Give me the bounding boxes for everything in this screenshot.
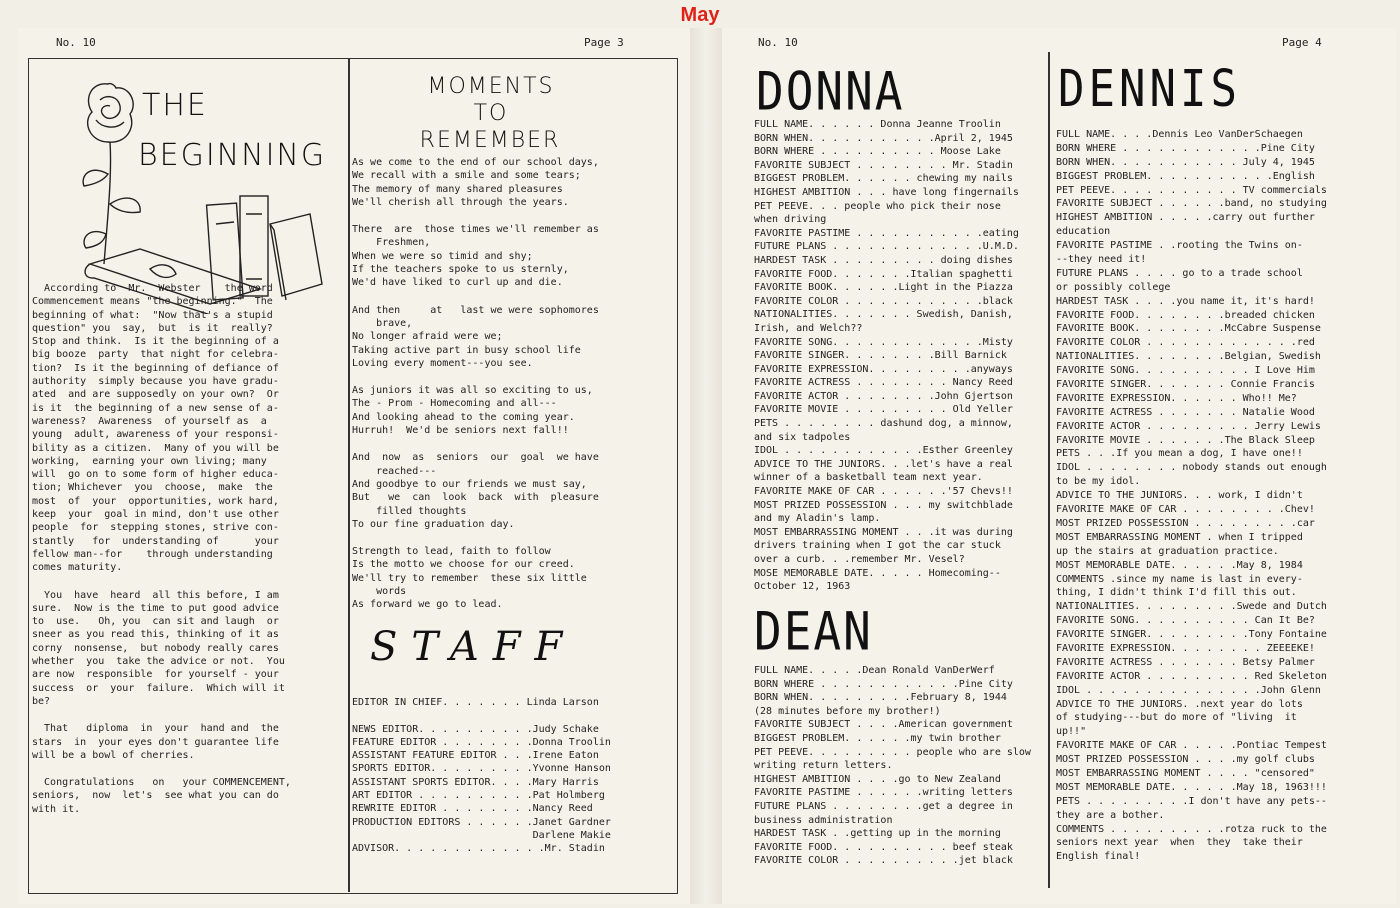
profile-line: MOST EMBARRASSING MOMENT . . .it was during: [754, 526, 1013, 538]
poem-line: The memory of many shared pleasures: [352, 183, 563, 195]
issue-number-left: No. 10: [56, 36, 96, 49]
article-line: corny nonsense, but nobody really cares: [32, 642, 279, 654]
profile-line: MOST PRIZED POSSESSION . . . .my golf clubs: [1056, 754, 1315, 766]
profile-line: FAVORITE EXPRESSION. . . . . . Who!! Me?: [1056, 392, 1297, 404]
profile-line: FAVORITE SUBJECT . . . . . . . . Mr. Stadin: [754, 159, 1013, 171]
profile-line: BORN WHERE . . . . . . . . . . Moose Lake: [754, 146, 1001, 158]
article-line: question" you say, but is it really?: [32, 322, 273, 334]
profile-line: FAVORITE PASTIME . . . . . . . . . . .eating: [754, 227, 1019, 239]
profile-line: MOST EMBARRASSING MOMENT . when I tripped: [1056, 531, 1303, 543]
profile-line: --they need it!: [1056, 254, 1147, 266]
profile-line: BIGGEST PROBLEM. . . . . . chewing my nails: [754, 173, 1013, 185]
moments-title-2: TO: [473, 101, 509, 126]
article-line: with it.: [32, 803, 81, 815]
article-line: to use. Oh, you can sit and laugh or: [32, 616, 279, 628]
moments-title-3: REMEMBER: [419, 128, 561, 153]
profile-line: FAVORITE MAKE OF CAR . . . . . . . . .Chev!: [1056, 504, 1315, 516]
profile-line: FUTURE PLANS . . . . . . . .get a degree in: [754, 800, 1013, 812]
article-line: Stop and think. Is it the beginning of a: [32, 336, 279, 348]
article-line: sure. Now is the time to put good advice: [32, 602, 279, 614]
beginning-title: BEGINNING: [138, 138, 327, 173]
dennis-profile: [1056, 128, 1368, 864]
moments-poem: [352, 156, 672, 626]
article-line: stantly for understanding of your: [32, 535, 279, 547]
profile-line: MOST MEMORABLE DATE. . . . . .May 8, 1984: [1056, 559, 1303, 571]
profile-line: BORN WHERE . . . . . . . . . . . .Pine City: [1056, 142, 1315, 154]
article-line: whether you take the advice or not. You: [32, 656, 285, 668]
profile-line: MOST PRIZED POSSESSION . . . my switchblade: [754, 499, 1013, 511]
article-line: sneer as you read this, thinking of it as: [32, 629, 279, 641]
article-line: fellow man--for through understanding: [32, 548, 273, 560]
profile-line: FAVORITE SONG. . . . . . . . . . . . .Misty: [754, 336, 1013, 348]
profile-line: ADVICE TO THE JUNIORS. . .let's have a real: [754, 458, 1013, 470]
profile-line: FAVORITE FOOD. . . . . . . . . . beef steak: [754, 841, 1013, 853]
profile-line: MOSE MEMORABLE DATE. . . . . Homecoming--: [754, 567, 1001, 579]
article-line: is it the beginning of a new sense of a-: [32, 402, 279, 414]
staff-list: [352, 696, 672, 856]
article-line: people for stepping stones, strive con-: [32, 522, 279, 534]
poem-line: We recall with a smile and some tears;: [352, 170, 581, 182]
page-number-right: Page 4: [1282, 36, 1322, 49]
profile-line: when driving: [754, 214, 827, 226]
profile-line: MOST MEMORABLE DATE. . . . . .May 18, 1963!!!: [1056, 781, 1327, 793]
poem-line: As juniors it was all so exciting to us,: [352, 385, 593, 397]
article-line: bility as a citizen. Many of you will be: [32, 442, 279, 454]
profile-line: FAVORITE MOVIE . . . . . . . . . Old Yeller: [754, 404, 1013, 416]
poem-line: Loving every moment---you see.: [352, 357, 533, 369]
right-page: [722, 28, 1396, 904]
profile-line: Irish, and Welch??: [754, 322, 863, 334]
poem-line: And now as seniors our goal we have: [352, 452, 599, 464]
poem-line: To our fine graduation day.: [352, 518, 515, 530]
poem-line: We'll cherish all through the years.: [352, 196, 569, 208]
staff-line: [352, 709, 672, 722]
profile-line: FAVORITE ACTOR . . . . . . . .John Gjertson: [754, 390, 1013, 402]
poem-line: And looking ahead to the coming year.: [352, 411, 575, 423]
staff-line: ASSISTANT SPORTS EDITOR. . . .Mary Harris: [352, 776, 599, 788]
profile-line: MOST PRIZED POSSESSION . . . . . . . . .car: [1056, 517, 1315, 529]
profile-line: FULL NAME. . . .Dennis Leo VanDerSchaegen: [1056, 129, 1303, 140]
moments-title-1: MOMENTS: [427, 74, 555, 99]
profile-line: over a curb. . .remember Mr. Vesel?: [754, 554, 965, 565]
profile-line: FAVORITE PASTIME . . . . . .writing letters: [754, 787, 1013, 799]
poem-line: But we can look back with pleasure: [352, 492, 599, 504]
staff-line: EDITOR IN CHIEF. . . . . . . Linda Larson: [352, 697, 599, 708]
profile-line: PETS . . . . . . . . .I don't have any pets--: [1056, 795, 1327, 807]
poem-line: There are those times we'll remember as: [352, 224, 599, 236]
profile-line: HIGHEST AMBITION . . . . .carry out further: [1056, 212, 1315, 224]
profile-line: IDOL . . . . . . . . . . . . . . .John Glenn: [1056, 684, 1321, 696]
page-number-left: Page 3: [584, 36, 624, 49]
article-line: Commencement means "the beginning." The: [32, 296, 273, 308]
article-line: be?: [32, 695, 51, 707]
profile-line: HARDEST TASK . . . .you name it, it's hard!: [1056, 295, 1315, 307]
profile-line: MOST EMBARRASSING MOMENT . . . . "censored": [1056, 767, 1315, 779]
profile-line: of studying---but do more of "living it: [1056, 712, 1297, 724]
poem-line: Hurruh! We'd be seniors next fall!!: [352, 425, 569, 437]
poem-line: We'd have liked to curl up and die.: [352, 277, 563, 289]
poem-line: And goodbye to our friends we must say,: [352, 478, 587, 490]
profile-line: FAVORITE FOOD. . . . . . . .breaded chicken: [1056, 309, 1315, 321]
donna-profile: [754, 118, 1050, 594]
article-line: stars in your eyes don't guarantee life: [32, 736, 279, 748]
profile-line: ADVICE TO THE JUNIORS. . . work, I didn't: [1056, 490, 1303, 502]
profile-line: PETS . . .If you mean a dog, I have one!!: [1056, 448, 1303, 460]
profile-line: FAVORITE COLOR . . . . . . . . . .jet black: [754, 855, 1013, 867]
profile-line: up the stairs at graduation practice.: [1056, 545, 1279, 557]
profile-line: October 12, 1963: [754, 581, 851, 593]
profile-line: or possibly college: [1056, 281, 1171, 293]
dean-profile: [754, 664, 1050, 868]
profile-line: FULL NAME. . . . . . Donna Jeanne Troolin: [754, 119, 1001, 130]
profile-line: FAVORITE FOOD. . . . . . .Italian spaghetti: [754, 268, 1013, 280]
staff-line: ASSISTANT FEATURE EDITOR . . .Irene Eaton: [352, 750, 599, 762]
poem-line: If the teachers spoke to us sternly,: [352, 264, 569, 276]
profile-line: FAVORITE SUBJECT . . . . . .band, no studying: [1056, 198, 1327, 210]
profile-line: NATIONALITIES. . . . . . . Swedish, Danish,: [754, 309, 1013, 321]
profile-line: writing return letters.: [754, 760, 893, 772]
staff-line: FEATURE EDITOR . . . . . . . .Donna Troolin: [352, 736, 611, 748]
beginning-title-the: THE: [142, 88, 208, 123]
profile-line: FAVORITE ACTOR . . . . . . . . . Jerry Lewis: [1056, 420, 1321, 432]
poem-line: brave,: [352, 317, 413, 329]
profile-line: FAVORITE COLOR . . . . . . . . . . . .black: [754, 295, 1013, 307]
staff-title: STAFF: [370, 624, 577, 670]
poem-line: words: [352, 586, 407, 598]
poem-line: When we were so timid and shy;: [352, 250, 533, 262]
profile-line: PET PEEVE. . . . . . . . . . . TV commercials: [1056, 184, 1327, 196]
beginning-article: [32, 282, 348, 830]
profile-line: seniors next year when they take their: [1056, 837, 1303, 849]
profile-line: FAVORITE ACTOR . . . . . . . . . Red Skeleton: [1056, 670, 1327, 682]
profile-line: ADVICE TO THE JUNIORS. .next year do lots: [1056, 698, 1303, 710]
profile-line: FAVORITE SINGER. . . . . . . . .Tony Fontaine: [1056, 629, 1327, 641]
profile-line: FAVORITE SUBJECT . . . .American government: [754, 719, 1013, 731]
profile-line: BIGGEST PROBLEM. . . . . . . . . . .English: [1056, 170, 1315, 182]
poem-line: We'll try to remember these six little: [352, 572, 587, 584]
poem-line: No longer afraid were we;: [352, 331, 503, 343]
profile-line: PET PEEVE. . . people who pick their nose: [754, 200, 1001, 212]
profile-line: FAVORITE SINGER. . . . . . . Connie Francis: [1056, 379, 1315, 391]
article-line: authority simply because you have gradu-: [32, 376, 279, 388]
profile-line: FAVORITE BOOK. . . . . .Light in the Piazza: [754, 282, 1013, 294]
page-fold: [690, 28, 722, 904]
article-line: success or your failure. Which will it: [32, 682, 285, 694]
staff-line: REWRITE EDITOR . . . . . . . .Nancy Reed: [352, 803, 593, 815]
dean-title: DEAN: [754, 600, 873, 663]
profile-line: FAVORITE MAKE OF CAR . . . . . .'57 Chevs!!: [754, 486, 1013, 498]
profile-line: FAVORITE MAKE OF CAR . . . . .Pontiac Tempest: [1056, 740, 1327, 752]
profile-line: IDOL . . . . . . . . nobody stands out enough: [1056, 462, 1327, 474]
profile-line: FULL NAME. . . . .Dean Ronald VanDerWerf: [754, 665, 995, 676]
profile-line: PETS . . . . . . . . dashund dog, a minnow,: [754, 418, 1013, 430]
article-line: comes maturity.: [32, 562, 123, 574]
profile-line: BIGGEST PROBLEM. . . . . .my twin brother: [754, 732, 1001, 744]
profile-line: FAVORITE ACTRESS . . . . . . . Natalie Wood: [1056, 406, 1315, 418]
profile-line: FAVORITE BOOK. . . . . . . .McCabre Suspense: [1056, 323, 1321, 335]
staff-line: ADVISOR. . . . . . . . . . . . .Mr. Stadin: [352, 843, 605, 855]
poem-line: Is the motto we choose for our creed.: [352, 559, 575, 571]
profile-line: BORN WHEN. . . . . . . . .February 8, 1944: [754, 692, 1007, 704]
profile-line: HARDEST TASK . .getting up in the morning: [754, 828, 1001, 840]
profile-line: FUTURE PLANS . . . . go to a trade school: [1056, 267, 1303, 279]
article-line: seniors, now let's see what you can do: [32, 790, 279, 802]
profile-line: BORN WHEN. . . . . . . . . . .April 2, 1945: [754, 132, 1013, 144]
staff-line: NEWS EDITOR. . . . . . . . . .Judy Schake: [352, 723, 599, 735]
profile-line: to be my idol.: [1056, 476, 1141, 488]
profile-line: FAVORITE SONG. . . . . . . . . . Can It Be?: [1056, 615, 1315, 627]
profile-line: they are a bother.: [1056, 809, 1165, 821]
profile-line: FAVORITE ACTRESS . . . . . . . . Nancy Reed: [754, 377, 1013, 389]
profile-line: COMMENTS . . . . . . . . . .rotza ruck to the: [1056, 823, 1327, 835]
article-line: beginning of what: "Now that's a stupid: [32, 309, 273, 321]
profile-line: drivers training when I got the car stuck: [754, 540, 1001, 552]
poem-line: The - Prom - Homecoming and all---: [352, 398, 557, 410]
article-line: According to Mr. Webster the word: [32, 283, 273, 294]
article-line: You have heard all this before, I am: [32, 589, 279, 601]
profile-line: English final!: [1056, 851, 1141, 863]
profile-line: FAVORITE PASTIME . .rooting the Twins on-: [1056, 240, 1303, 252]
article-line: are now responsible for yourself - your: [32, 669, 279, 681]
article-line: tion; Whichever you choose, make the: [32, 482, 273, 494]
article-line: That diploma in your hand and the: [32, 723, 279, 735]
profile-line: thing, I didn't think I'd fill this out.: [1056, 587, 1297, 599]
staff-line: ART EDITOR . . . . . . . . . .Pat Holmberg: [352, 790, 605, 802]
profile-line: and six tadpoles: [754, 431, 851, 443]
poem-line: reached---: [352, 465, 437, 477]
poem-line: As we come to the end of our school days,: [352, 157, 599, 168]
profile-line: HIGHEST AMBITION . . . have long fingernails: [754, 186, 1019, 198]
profile-line: FAVORITE SONG. . . . . . . . . . I Love Him: [1056, 365, 1315, 377]
profile-line: BORN WHERE . . . . . . . . . . . .Pine City: [754, 678, 1013, 690]
profile-line: FAVORITE ACTRESS . . . . . . . Betsy Palmer: [1056, 656, 1315, 668]
month-label: May: [680, 4, 720, 26]
profile-line: NATIONALITIES. . . . . . . . .Swede and Dutch: [1056, 601, 1327, 613]
article-line: young adult, awareness of your responsi-: [32, 429, 279, 441]
poem-line: filled thoughts: [352, 505, 467, 517]
article-line: will go on to some form of higher educa-: [32, 469, 279, 481]
profile-line: winner of a basketball team next year.: [754, 472, 983, 484]
article-line: tion? Is it the beginning of defiance of: [32, 362, 279, 374]
article-line: most of your opportunities, work hard,: [32, 495, 279, 507]
profile-line: PET PEEVE. . . . . . . . . people who are slow: [754, 746, 1031, 758]
article-line: will be a bowl of cherries.: [32, 749, 195, 761]
profile-line: FAVORITE SINGER. . . . . . . .Bill Barnick: [754, 350, 1007, 362]
poem-line: Strength to lead, faith to follow: [352, 546, 551, 558]
donna-title: DONNA: [756, 60, 905, 123]
article-line: wareness? Awareness of yourself as a: [32, 415, 267, 427]
profile-line: education: [1056, 226, 1111, 238]
staff-line: Darlene Makie: [352, 829, 611, 841]
profile-line: COMMENTS .since my name is last in every-: [1056, 573, 1303, 585]
poem-line: As forward we go to lead.: [352, 599, 503, 611]
article-line: working, earning your own living; many: [32, 455, 267, 467]
profile-line: (28 minutes before my brother!): [754, 705, 941, 717]
profile-line: FAVORITE EXPRESSION. . . . . . . . .anyways: [754, 363, 1013, 375]
poem-line: Freshmen,: [352, 237, 431, 249]
article-line: ated and are supposedly on your own? Or: [32, 389, 279, 401]
article-line: big booze party that night for celebra-: [32, 349, 279, 361]
profile-line: BORN WHEN. . . . . . . . . . . July 4, 1945: [1056, 156, 1315, 168]
poem-line: Taking active part in busy school life: [352, 344, 581, 356]
article-line: keep your goal in mind, don't use other: [32, 509, 279, 521]
profile-line: and my Aladin's lamp.: [754, 513, 881, 525]
profile-line: up!!": [1056, 726, 1087, 738]
article-line: Congratulations on your COMMENCEMENT,: [32, 777, 291, 789]
profile-line: FAVORITE COLOR . . . . . . . . . . . . .red: [1056, 337, 1315, 349]
left-page: [18, 28, 690, 904]
poem-line: And then at last we were sophomores: [352, 304, 599, 316]
dennis-title: DENNIS: [1058, 60, 1241, 119]
profile-line: NATIONALITIES. . . . . . . .Belgian, Swedish: [1056, 351, 1321, 363]
profile-line: FUTURE PLANS . . . . . . . . . . . . .U.M.D.: [754, 241, 1019, 253]
profile-line: HIGHEST AMBITION . . . .go to New Zealand: [754, 773, 1001, 785]
profile-line: business administration: [754, 814, 893, 826]
profile-line: IDOL . . . . . . . . . . . .Esther Greenley: [754, 445, 1013, 457]
profile-line: FAVORITE EXPRESSION. . . . . . . . ZEEEEKE!: [1056, 642, 1315, 654]
staff-line: PRODUCTION EDITORS . . . . . .Janet Gardner: [352, 816, 611, 828]
issue-number-right: No. 10: [758, 36, 798, 49]
profile-line: HARDEST TASK . . . . . . . . . doing dishes: [754, 254, 1013, 266]
column-divider: [348, 58, 350, 892]
profile-line: FAVORITE MOVIE . . . . . . .The Black Sleep: [1056, 434, 1315, 446]
staff-line: SPORTS EDITOR. . . . . . . . .Yvonne Hanson: [352, 763, 611, 775]
